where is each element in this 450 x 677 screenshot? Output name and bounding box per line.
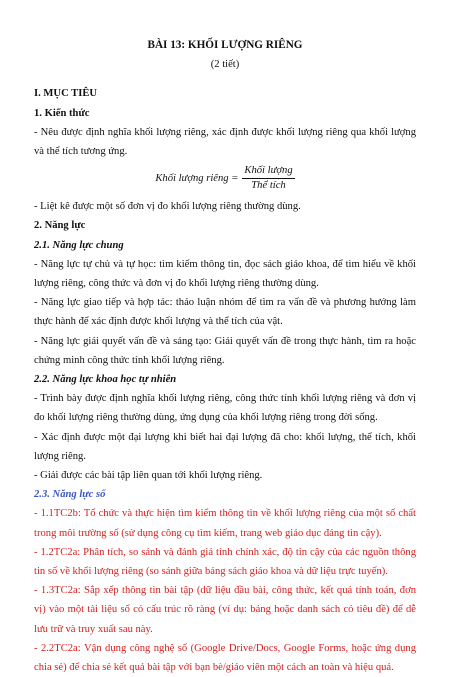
science-competence-heading: 2.2. Năng lực khoa học tự nhiên xyxy=(34,374,177,386)
science-competence-item: - Xác định được một đại lượng khi biết hai đại lượng đã cho: khối lượng, thể tích, khối lượng riêng. xyxy=(34,431,416,462)
section-objectives-heading: I. MỤC TIÊU xyxy=(34,88,98,100)
digital-competence-item: - 1.2TC2a: Phân tích, so sánh và đánh giá tính chính xác, độ tin cậy của các nguồn thông tin số về khối lượng riêng (so sánh giữa bảng sách giáo khoa và dữ liệu trực tuyến). xyxy=(34,546,416,578)
knowledge-heading: 1. Kiến thức xyxy=(34,107,90,119)
digital-competence-heading: 2.3. Năng lực số xyxy=(34,489,106,501)
knowledge-item: - Liệt kê được một số đơn vị đo khối lượng riêng thường dùng. xyxy=(34,201,301,213)
formula-fraction xyxy=(242,164,294,193)
knowledge-item: - Nêu được định nghĩa khối lượng riêng, xác định được khối lượng riêng qua khối lượng và thể tích tương ứng. xyxy=(34,126,416,158)
lesson-title: BÀI 13: KHỐI LƯỢNG RIÊNG xyxy=(147,39,303,51)
competence-heading: 2. Năng lực xyxy=(34,220,86,232)
lesson-duration: (2 tiết) xyxy=(210,59,240,71)
science-competence-item: - Trình bày được định nghĩa khối lượng riêng, công thức tính khối lượng riêng và đơn vị đo khối lượng riêng thường dùng, ứng dụng của khối lượng riêng trong đời sống. xyxy=(34,393,416,424)
digital-competence-item: - 1.3TC2a: Sắp xếp thông tin bài tập (dữ liệu đầu bài, công thức, kết quả tính toán, đơn vị) vào một tài liệu số có cấu trúc rõ ràng (ví dụ: bảng hoặc danh sách có tiêu đề) để dễ lưu trữ và truy xuất sau này. xyxy=(34,585,416,635)
general-competence-heading: 2.1. Năng lực chung xyxy=(34,239,124,251)
formula-numerator: Khối lượng xyxy=(242,164,294,179)
general-competence-item: - Năng lực giao tiếp và hợp tác: thảo luận nhóm để tìm ra vấn đề và phương hướng làm thực hành để xác định được khối lượng và thể tích của vật. xyxy=(34,297,416,328)
formula-lhs: Khối lượng riêng = xyxy=(155,172,239,184)
formula-denominator: Thể tích xyxy=(251,179,286,191)
digital-competence-item: - 2.2TC2a: Vận dụng công nghệ số (Google Drive/Docs, Google Forms, hoặc ứng dụng chia sẻ) để chia sẻ kết quả bài tập với bạn bè/giáo viên một cách an toàn và hiệu quả. xyxy=(34,642,416,674)
science-competence-item: - Giải được các bài tập liên quan tới khối lượng riêng. xyxy=(34,470,263,482)
density-formula xyxy=(34,161,416,195)
general-competence-item: - Năng lực giải quyết vấn đề và sáng tạo: Giải quyết vấn đề trong thực hành, tìm ra hoặc chứng minh công thức tính khối lượng riêng. xyxy=(34,335,416,366)
digital-competence-item: - 1.1TC2b: Tổ chức và thực hiện tìm kiếm thông tin về khối lượng riêng của một số chất trong môi trường số (sử dụng công cụ tìm kiếm, trang web giáo dục đáng tin cậy). xyxy=(34,508,416,539)
general-competence-item: - Năng lực tự chủ và tự học: tìm kiếm thông tin, đọc sách giáo khoa, để tìm hiểu về khối lượng riêng, công thức và đơn vị đo khối lượng riêng thường dùng. xyxy=(34,258,416,290)
